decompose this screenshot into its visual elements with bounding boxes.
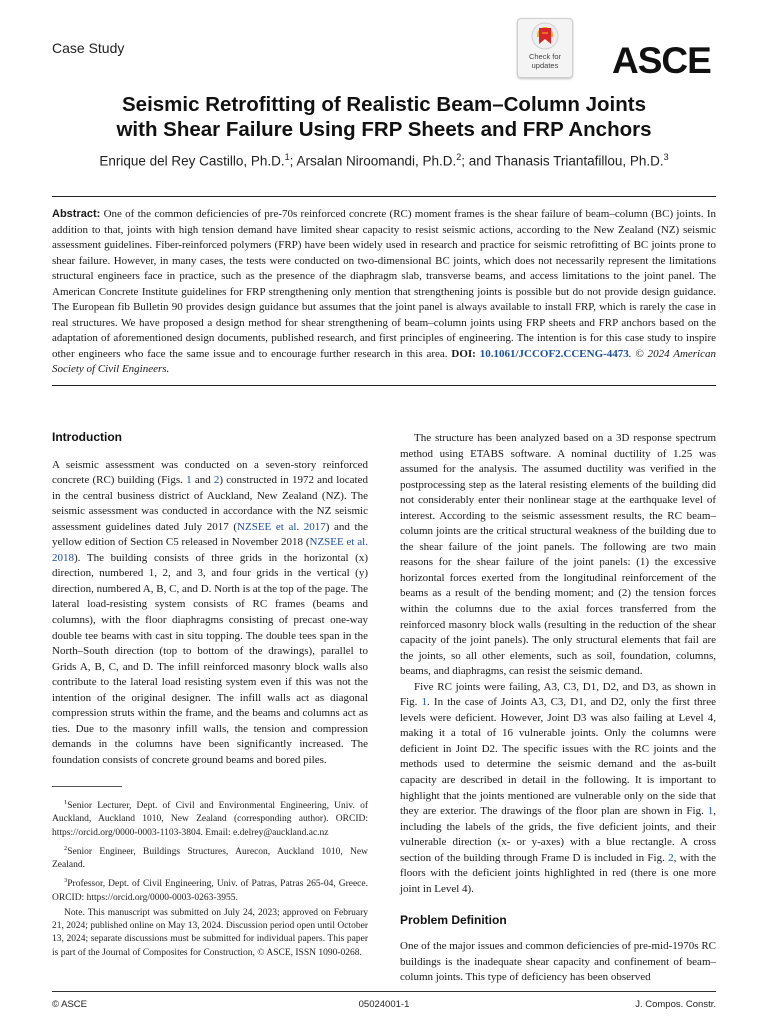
figure-link[interactable]: 2 [213, 474, 220, 487]
intro-paragraph [52, 458, 368, 769]
footnote-marker: 2 [64, 844, 68, 852]
right-column [400, 431, 716, 986]
author-affiliation-marker: 2 [456, 152, 462, 162]
text-run: ) constructed in 1972 and located in the central business district of Auckland, New Zealand (NZ). The seismic assessment was conducted in accordance with the NZ seismic assessment guidelines dated July 2017 ( [52, 474, 368, 533]
footnote-text: Senior Engineer, Buildings Structures, Aurecon, Auckland 1010, New Zealand. [52, 846, 368, 871]
title-line: with Shear Failure Using FRP Sheets and FRP Anchors [116, 118, 652, 141]
footnote-text: Senior Lecturer, Dept. of Civil and Environmental Engineering, Univ. of Auckland, Auckland 1010, New Zealand (corresponding author). ORCID: https://orcid.org/0000-0003-1103-3804. Email: e.delrey@auckland.ac.nz [52, 801, 368, 838]
author-separator: ; and [461, 153, 495, 169]
footnote [52, 907, 368, 960]
badge-text: Check for updates [528, 52, 562, 70]
author-list [40, 152, 728, 169]
footnote [52, 874, 368, 905]
paper-title [40, 92, 728, 142]
footnote [52, 842, 368, 873]
figure-link[interactable]: 2 [668, 851, 674, 864]
title-line: Seismic Retrofitting of Realistic Beam–Column Joints [122, 93, 646, 116]
footer-journal: J. Compos. Constr. [635, 999, 716, 1010]
text-run: Five RC joints were failing, A3, C3, D1, D2, and D3, as shown in Fig. [400, 680, 716, 709]
doi-link[interactable]: 10.1061/JCCOF2.CCENG-4473 [479, 347, 629, 360]
author-affiliation-marker: 1 [284, 152, 290, 162]
body-paragraph [400, 680, 716, 898]
asce-logo [612, 42, 711, 79]
copyright-text: . © 2024 American Society of Civil Engineers. [52, 347, 716, 376]
abstract-lead: Abstract: [52, 208, 101, 220]
check-for-updates-badge[interactable] [517, 18, 573, 78]
body-paragraph: One of the major issues and common deficiencies of pre-mid-1970s RC buildings is the inadequate shear capacity and confinement of beam–column joints. This type of deficiency has been observed [400, 939, 716, 984]
text-run: and [191, 474, 214, 487]
left-column [52, 430, 368, 768]
footnote-marker: 1 [64, 799, 68, 806]
divider [52, 196, 716, 197]
doi-label: DOI: [451, 347, 476, 360]
body-paragraph: The structure has been analyzed based on a 3D response spectrum method using ETABS software. A nominal ductility of 1.25 was assumed for the analysis. The assumed ductility was verified in the postprocessing step as the lateral resisting elements of the building did not considerably enter their nonlinear stage at the earthquake level of interest. According to the seismic assessment results, the RC beam–column joints are the critical structural weakness of the building due to the shear failure of the joint panels. The following are two main reasons for the shear failure of the joint panels: (1) the excessive horizontal forces exerted from the longitudinal reinforcement of the beams as a result of the bending moment; and (2) the tension forces within the columns due to the axial forces transferred from the reinforced masonry block walls (resulting in the reduction of the shear capacity of the joint panels). The only structural elements that fail are the joints, so all other elements, such as soil, foundation, columns, beams, and diaphragms, can resist the seismic demand. [400, 432, 716, 678]
footnote-text: Professor, Dept. of Civil Engineering, Univ. of Patras, Patras 265-04, Greece. ORCID: https://orcid.org/0000-0003-0263-3955. [52, 879, 368, 903]
author-name: Enrique del Rey Castillo, Ph.D. [99, 153, 285, 169]
text-run: , including the labels of the grids, the five deficient joints, and their vulnerable direction (x- or y-axes) with a blue rectangle. A cross section of the building through Frame D is included in Fig. [400, 805, 716, 864]
footer-article-number: 05024001-1 [358, 999, 410, 1010]
citation-link[interactable]: NZSEE et al. 2018 [52, 536, 368, 564]
logo-text: ASCE [612, 40, 711, 81]
text-run: ) and the yellow edition of Section C5 released in November 2018 ( [52, 520, 368, 549]
check-for-updates-icon [518, 19, 572, 53]
citation-link[interactable]: NZSEE et al. 2017 [237, 520, 326, 533]
divider [52, 385, 716, 386]
footnotes [52, 796, 368, 962]
footer-publisher: © ASCE [52, 999, 87, 1010]
footer-rule [52, 991, 716, 992]
section-label: Case Study [52, 40, 125, 56]
footnote [52, 796, 368, 840]
author-name: Arsalan Niroomandi, Ph.D. [296, 153, 457, 169]
section-heading-introduction: Introduction [52, 430, 122, 444]
footnote-rule [52, 786, 122, 787]
text-run: A seismic assessment was conducted on a seven-story reinforced concrete (RC) building (Figs. [52, 458, 368, 487]
figure-link[interactable]: 1 [421, 696, 428, 709]
text-run: , with the floors with the deficient joints highlighted in red (there is one more joint in Level 4). [400, 851, 716, 895]
figure-link[interactable]: 1 [186, 474, 192, 487]
author-name: Thanasis Triantafillou, Ph.D. [494, 153, 664, 169]
text-run: ). The building consists of three grids in the horizontal (x) direction, numbered 1, 2, and 3, and four grids in the vertical (y) direction, numbered A, B, C, and D. North is at the top of the page. The lateral load-resisting system consists of RC frames (beams and columns), with the floor diaphragms consisting of precast one-way double tee beams with cast in situ topping. The double tees span in the North–South direction (top to bottom of the drawings), parallel to Grids A, B, C, and D. The infill reinforced masonry block walls also contribute to the lateral load resisting system even if this was not the intention of the original designer. The infill walls act as diagonal compression struts within the frame, and the beams and columns act as ties. Due to the masonry infill walls, the tension and compression demands in the columns have been significantly increased. The foundation consists of concrete ground beams and bored piles. [52, 551, 368, 766]
abstract-text: One of the common deficiencies of pre-70s reinforced concrete (RC) moment frames is the shear failure of beam–column (BC) joints. In addition to that, joints with high tension demand have limited shear capacity to resist seismic actions, according to the New Zealand (NZ) seismic assessment guidelines. Fiber-reinforced polymers (FRP) have been widely used in research and practice for seismic retrofitting of BC joints prone to shear failure. However, in many cases, the tests were conducted on two-dimensional BC joints, which does not necessarily represent the limitations structural engineers face in practice, such as the presence of the diaphragm slab, transverse beams, and access limitations to the joint panel. The American Concrete Institute guidelines for FRP strengthening only mention that strengthening joints is possible but do not provide design guidance. The European fib Bulletin 90 provides design guidance but assumes that the joint panel is always available to install FRP, which is rarely the case in real structures. We have proposed a design method for shear strengthening of beam–column joints using FRP sheets and FRP anchors based on the adaptation of aforementioned design documents, published research, and first principles of engineering. The intention is for this case study to inspire other engineers who face the same issue and to encourage further research in this area. [52, 208, 717, 360]
text-run: . In the case of Joints A3, C3, D1, and D2, only the first three levels were deficient. However, Joint D3 was also failing at Level 4, making it a total of 16 vulnerable joints. Only the columns were deficient in Joint D2. The specific issues with the RC joints and the methods used to determine the seismic demand and the as-built capacity are described in detail in the following. It is important to highlight that the joints mentioned are vulnerable only on the side that they are exterior. The drawings of the floor plan are shown in Fig. [400, 696, 716, 818]
author-separator: ; [289, 153, 297, 169]
footnote-marker: 3 [64, 877, 68, 885]
abstract [52, 207, 716, 378]
author-affiliation-marker: 3 [663, 152, 669, 162]
section-heading-problem-definition: Problem Definition [400, 913, 507, 928]
footnote-text: Note. This manuscript was submitted on July 24, 2023; approved on February 21, 2024; published online on May 13, 2024. Discussion period open until October 13, 2024; separate discussions must be submitted for individual papers. This paper is part of the Journal of Composites for Construction, © ASCE, ISSN 1090-0268. [52, 907, 368, 958]
figure-link[interactable]: 1 [707, 805, 714, 818]
